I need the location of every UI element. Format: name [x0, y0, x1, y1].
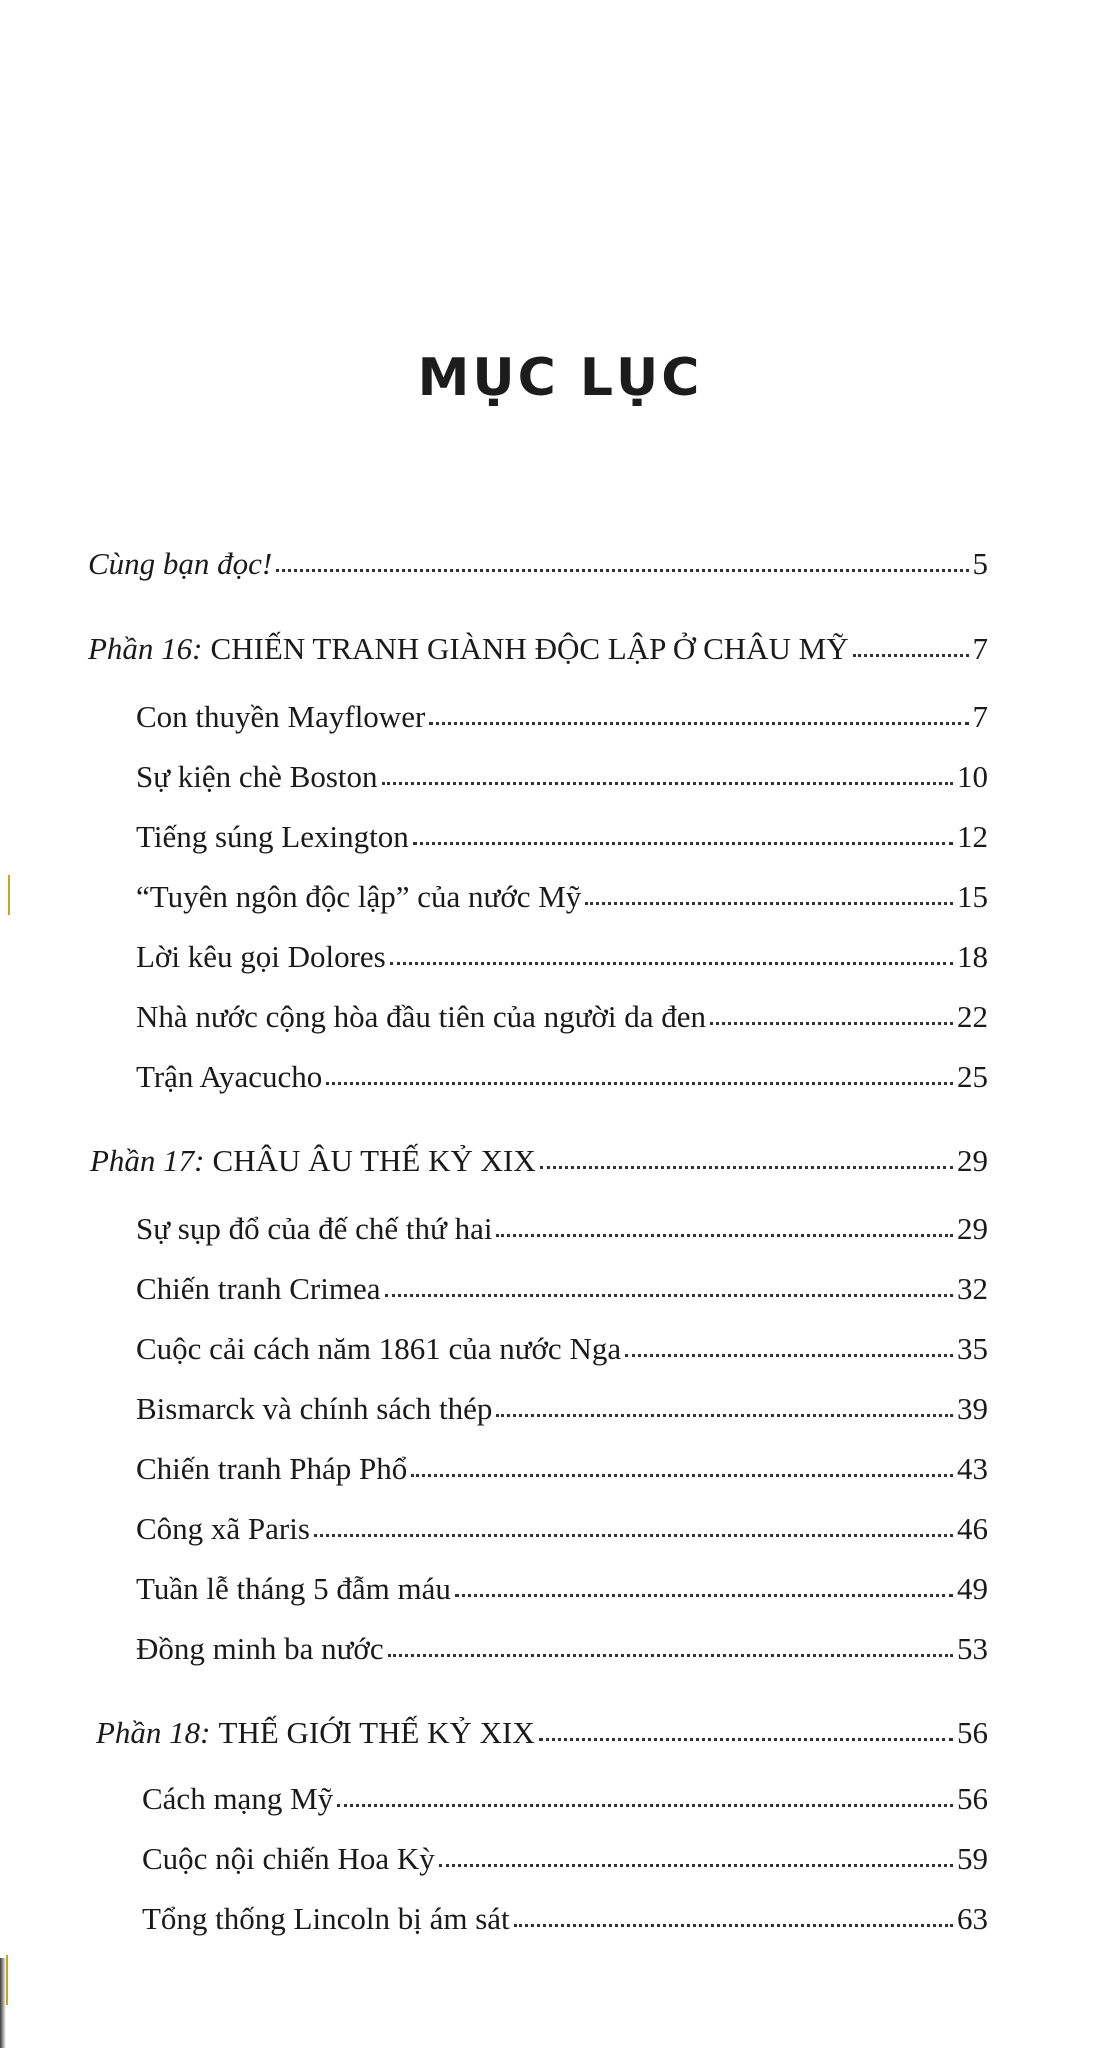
toc-entry-title: Nhà nước cộng hòa đầu tiên của người da đen — [136, 999, 706, 1034]
toc-entry-page: 39 — [957, 1391, 988, 1426]
toc-entry-title: “Tuyên ngôn độc lập” của nước Mỹ — [136, 879, 582, 914]
toc-entry[interactable] — [88, 548, 988, 579]
section-number: Phần 18: — [96, 1715, 211, 1750]
dot-leader — [439, 1864, 953, 1867]
section-number: Phần 17: — [90, 1143, 205, 1178]
toc-entry-page: 56 — [957, 1781, 988, 1816]
section-title: CHIẾN TRANH GIÀNH ĐỘC LẬP Ở CHÂU MỸ — [210, 631, 849, 666]
dot-leader — [514, 1924, 953, 1927]
toc-entry-title: Sự sụp đổ của đế chế thứ hai — [136, 1211, 493, 1246]
toc-entry[interactable] — [136, 1513, 988, 1544]
dot-leader — [388, 1654, 953, 1657]
toc-entry[interactable] — [136, 1333, 988, 1364]
toc-entry-title: Đồng minh ba nước — [136, 1631, 384, 1666]
toc-entry-page: 59 — [957, 1841, 988, 1876]
dot-leader — [585, 902, 953, 905]
toc-entry-page: 49 — [957, 1571, 988, 1606]
toc-entry-page: 15 — [957, 879, 988, 914]
toc-entry[interactable] — [136, 1633, 988, 1664]
dot-leader — [314, 1534, 953, 1537]
toc-entry-page: 32 — [957, 1271, 988, 1306]
toc-entry[interactable] — [136, 1273, 988, 1304]
dot-leader — [496, 1234, 953, 1237]
dot-leader — [382, 782, 953, 785]
toc-entry-title: Tổng thống Lincoln bị ám sát — [142, 1901, 510, 1936]
toc-entry-page: 18 — [957, 939, 988, 974]
toc-entry-title: Chiến tranh Pháp Phổ — [136, 1451, 408, 1486]
dot-leader — [710, 1022, 953, 1025]
toc-entry[interactable] — [142, 1903, 988, 1934]
toc-entry-title: Cùng bạn đọc! — [88, 546, 273, 581]
dot-leader — [455, 1594, 953, 1597]
dot-leader — [276, 569, 968, 572]
toc-entry-title: Con thuyền Mayflower — [136, 699, 426, 734]
toc-entry[interactable] — [136, 701, 988, 732]
toc-entry-page: 29 — [957, 1143, 988, 1178]
toc-section-heading[interactable] — [88, 633, 988, 664]
toc-entry[interactable] — [136, 1393, 988, 1424]
toc-entry[interactable] — [136, 1213, 988, 1244]
toc-entry-page: 63 — [957, 1901, 988, 1936]
dot-leader — [411, 1474, 953, 1477]
toc-entry[interactable] — [142, 1843, 988, 1874]
toc-entry-title: Cuộc cải cách năm 1861 của nước Nga — [136, 1331, 622, 1366]
toc-entry-page: 10 — [957, 759, 988, 794]
toc-section-heading[interactable] — [96, 1717, 988, 1748]
dot-leader — [390, 962, 953, 965]
toc-entry-title: Tiếng súng Lexington — [136, 819, 409, 854]
toc-section-heading[interactable] — [90, 1145, 988, 1176]
toc-entry-page: 53 — [957, 1631, 988, 1666]
toc-entry-title: Tuần lễ tháng 5 đẫm máu — [136, 1571, 451, 1606]
toc-entry[interactable] — [142, 1783, 988, 1814]
dot-leader — [540, 1166, 953, 1169]
toc-entry-title: Chiến tranh Crimea — [136, 1271, 381, 1306]
page-title: MỤC LỤC — [417, 348, 703, 408]
dot-leader — [429, 722, 968, 725]
dot-leader — [496, 1414, 953, 1417]
toc-entry[interactable] — [136, 941, 988, 972]
toc-entry[interactable] — [136, 821, 988, 852]
toc-entry-page: 56 — [957, 1715, 988, 1750]
toc-entry-page: 5 — [972, 546, 988, 581]
toc-entry-title: Công xã Paris — [136, 1511, 310, 1546]
dot-leader — [385, 1294, 954, 1297]
dot-leader — [625, 1354, 953, 1357]
toc-entry[interactable] — [136, 1061, 988, 1092]
dot-leader — [326, 1082, 953, 1085]
dot-leader — [337, 1804, 953, 1807]
toc-entry[interactable] — [136, 881, 988, 912]
toc-entry-page: 43 — [957, 1451, 988, 1486]
toc-entry-title: Cách mạng Mỹ — [142, 1781, 334, 1816]
toc-entry-page: 29 — [957, 1211, 988, 1246]
toc-entry-page: 35 — [957, 1331, 988, 1366]
toc-entry-page: 7 — [972, 699, 988, 734]
toc-entry-title: Trận Ayacucho — [136, 1059, 323, 1094]
toc-entry-page: 25 — [957, 1059, 988, 1094]
toc-entry[interactable] — [136, 1453, 988, 1484]
toc-entry-title: Cuộc nội chiến Hoa Kỳ — [142, 1841, 435, 1876]
toc-entry-title: Sự kiện chè Boston — [136, 759, 378, 794]
toc-entry-page: 12 — [957, 819, 988, 854]
toc-entry-page: 22 — [957, 999, 988, 1034]
toc-entry[interactable] — [136, 1573, 988, 1604]
toc-entry-title: Bismarck và chính sách thép — [136, 1391, 493, 1426]
section-number: Phần 16: — [88, 631, 203, 666]
section-title: CHÂU ÂU THẾ KỶ XIX — [212, 1143, 536, 1178]
toc-entry-page: 7 — [972, 631, 988, 666]
toc-entry-title: Lời kêu gọi Dolores — [136, 939, 386, 974]
toc-entry-page: 46 — [957, 1511, 988, 1546]
dot-leader — [413, 842, 953, 845]
toc-entry[interactable] — [136, 761, 988, 792]
section-title: THẾ GIỚI THẾ KỶ XIX — [218, 1715, 535, 1750]
toc-entry[interactable] — [136, 1001, 988, 1032]
dot-leader — [539, 1738, 953, 1741]
dot-leader — [853, 654, 969, 657]
